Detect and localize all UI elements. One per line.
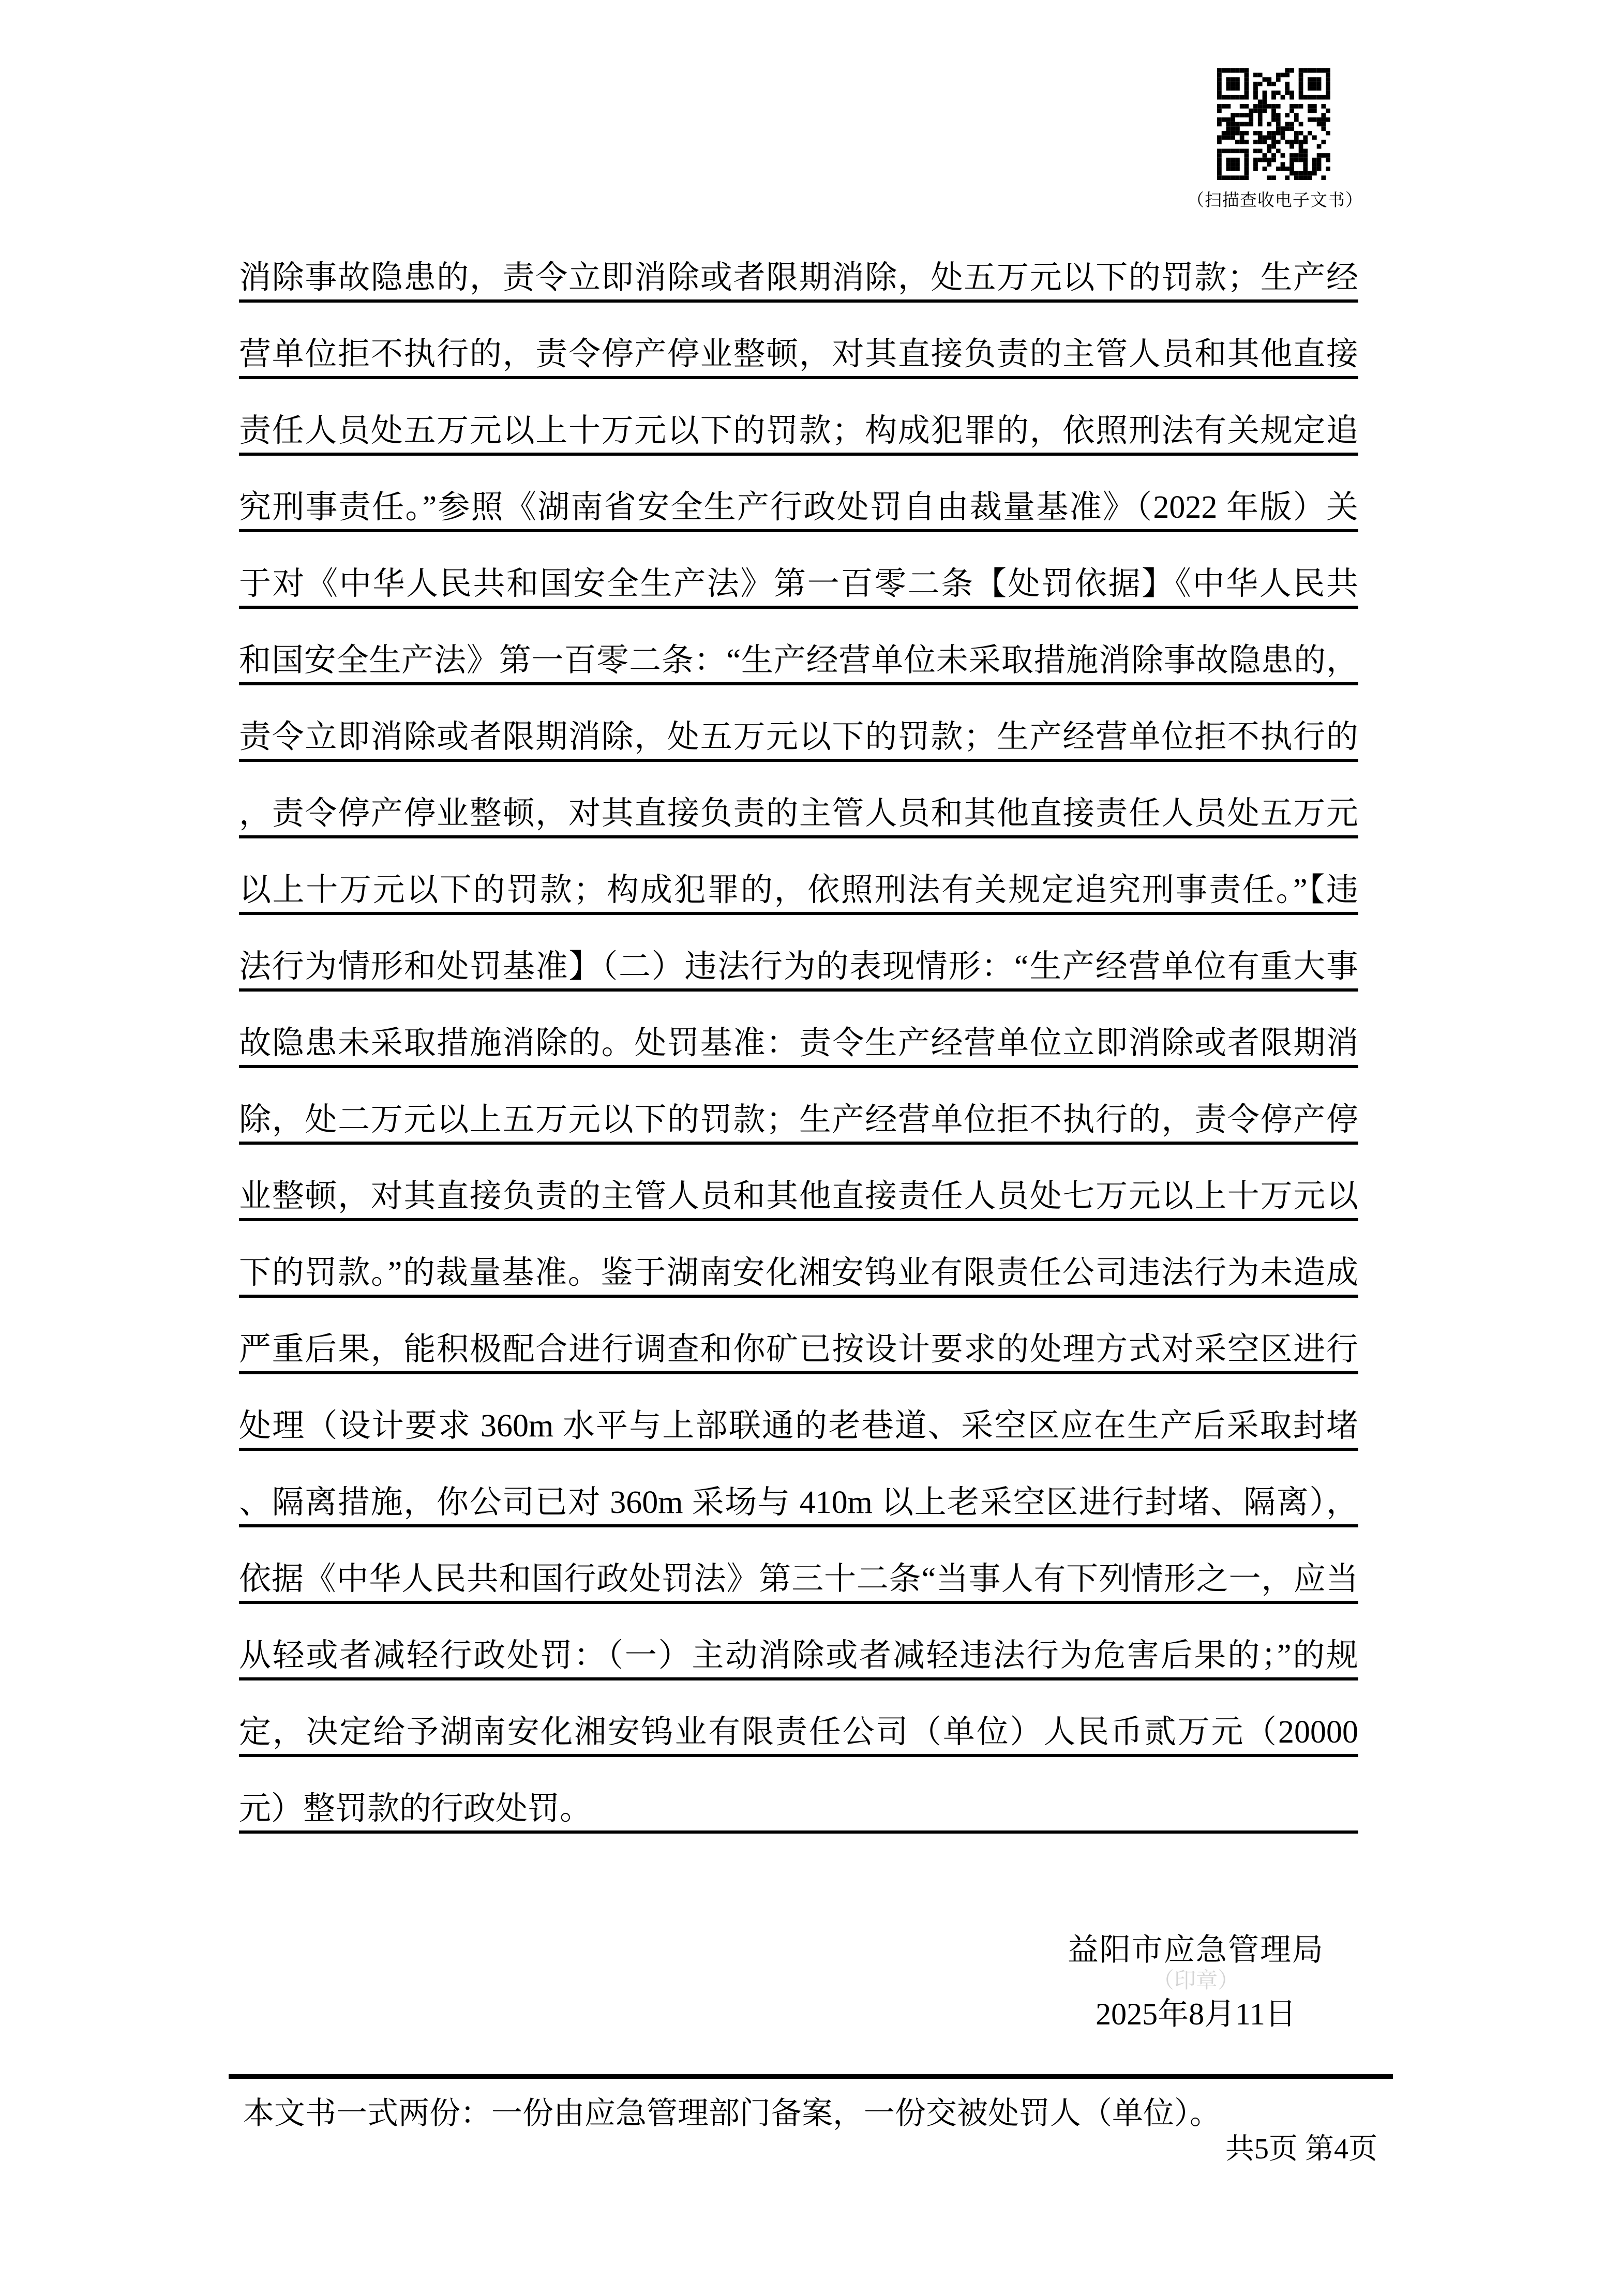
body-line: 定，决定给予湖南安化湘安钨业有限责任公司（单位）人民币贰万元（20000 (239, 1680, 1358, 1757)
body-line: 和国安全生产法》第一百零二条：“生产经营单位未采取措施消除事故隐患的， (239, 609, 1358, 685)
body-line: ，责令停产停业整顿，对其直接负责的主管人员和其他直接责任人员处五万元 (239, 762, 1358, 838)
body-line: 以上十万元以下的罚款；构成犯罪的，依照刑法有关规定追究刑事责任。”【违 (239, 838, 1358, 915)
body-line: 元）整罚款的行政处罚。 (239, 1757, 1358, 1834)
body-line: 依据《中华人民共和国行政处罚法》第三十二条“当事人有下列情形之一，应当 (239, 1527, 1358, 1604)
body-line: 除，处二万元以上五万元以下的罚款；生产经营单位拒不执行的，责令停产停 (239, 1068, 1358, 1145)
body-line: 严重后果，能积极配合进行调查和你矿已按设计要求的处理方式对采空区进行 (239, 1298, 1358, 1374)
body-line: 故隐患未采取措施消除的。处罚基准：责令生产经营单位立即消除或者限期消 (239, 992, 1358, 1068)
body-line: 业整顿，对其直接负责的主管人员和其他直接责任人员处七万元以上十万元以 (239, 1145, 1358, 1221)
body-text (239, 226, 1358, 1834)
qr-code-icon (1217, 68, 1330, 180)
body-line: 下的罚款。”的裁量基准。鉴于湖南安化湘安钨业有限责任公司违法行为未造成 (239, 1221, 1358, 1298)
seal-placeholder: （印章） (1152, 1969, 1239, 1993)
body-line: 于对《中华人民共和国安全生产法》第一百零二条【处罚依据】《中华人民共 (239, 532, 1358, 609)
qr-caption: （扫描查收电子文书） (1187, 191, 1363, 210)
footer-note: 本文书一式两份：一份由应急管理部门备案，一份交被处罚人（单位）。 (243, 2096, 1221, 2130)
footer-divider (229, 2074, 1393, 2079)
body-line: 营单位拒不执行的，责令停产停业整顿，对其直接负责的主管人员和其他直接 (239, 303, 1358, 379)
body-line: 从轻或者减轻行政处罚：（一）主动消除或者减轻违法行为危害后果的；”的规 (239, 1604, 1358, 1680)
body-line: 消除事故隐患的，责令立即消除或者限期消除，处五万元以下的罚款；生产经 (239, 226, 1358, 303)
body-line: 究刑事责任。”参照《湖南省安全生产行政处罚自由裁量基准》（2022 年版）关 (239, 456, 1358, 532)
issue-date: 2025年8月11日 (1096, 1997, 1296, 2031)
issuing-agency: 益阳市应急管理局 (1068, 1933, 1324, 1967)
body-line: 责令立即消除或者限期消除，处五万元以下的罚款；生产经营单位拒不执行的 (239, 685, 1358, 762)
page-indicator: 共5页 第4页 (1225, 2133, 1377, 2165)
body-line: 、隔离措施，你公司已对 360m 采场与 410m 以上老采空区进行封堵、隔离）， (239, 1451, 1358, 1527)
body-line: 法行为情形和处罚基准】（二）违法行为的表现情形：“生产经营单位有重大事 (239, 915, 1358, 992)
body-line: 责任人员处五万元以上十万元以下的罚款；构成犯罪的，依照刑法有关规定追 (239, 379, 1358, 456)
body-line: 处理（设计要求 360m 水平与上部联通的老巷道、采空区应在生产后采取封堵 (239, 1374, 1358, 1451)
